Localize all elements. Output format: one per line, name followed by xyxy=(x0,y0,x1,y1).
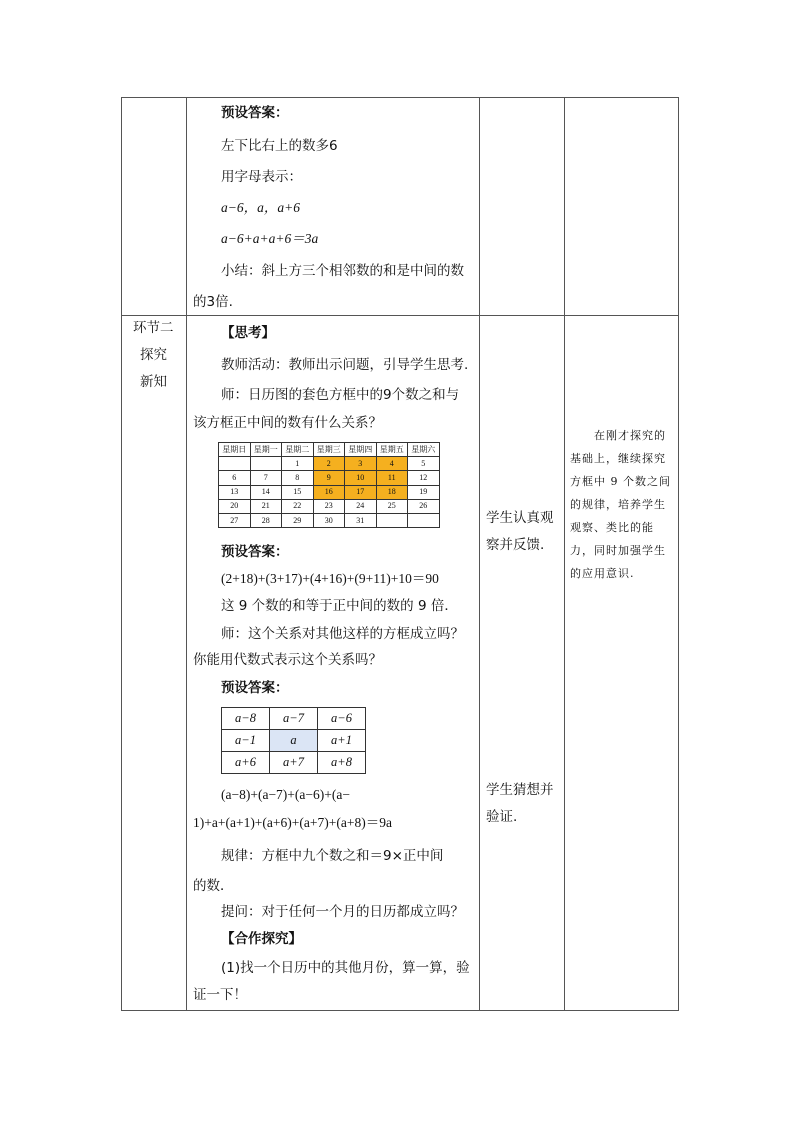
calendar-week-row xyxy=(219,499,440,513)
algebra-row xyxy=(222,752,366,774)
design-intent: 在刚才探究的基础上，继续探究方框中 9 个数之间的规律，培养学生观察、类比的能力，同时加强学生的应用意识. xyxy=(570,429,671,580)
calendar-day-highlighted: 16 xyxy=(313,485,345,499)
algebra-cell: a+1 xyxy=(318,730,366,752)
weekday-header: 星期二 xyxy=(282,443,314,457)
student-activity: 察并反馈. xyxy=(486,537,545,553)
section-label: 探究 xyxy=(140,347,167,363)
calendar-day: 25 xyxy=(376,499,408,513)
weekday-header: 星期五 xyxy=(376,443,408,457)
algebra-expression: (a−8)+(a−7)+(a−6)+(a− xyxy=(221,787,350,802)
calendar-day: 22 xyxy=(282,499,314,513)
rule-text: 规律：方框中九个数之和＝9×正中间 xyxy=(221,848,444,864)
answer-line: 左下比右上的数多6 xyxy=(221,138,338,154)
section-label: 环节二 xyxy=(133,320,174,336)
calendar-day: 21 xyxy=(250,499,282,513)
rule-text: 的数． xyxy=(193,878,234,894)
calendar-day-highlighted: 9 xyxy=(313,471,345,485)
calendar-day: 26 xyxy=(408,499,440,513)
algebra-cell: a−1 xyxy=(222,730,270,752)
algebra-cell: a+8 xyxy=(318,752,366,774)
weekday-header: 星期一 xyxy=(250,443,282,457)
column-divider xyxy=(479,98,480,1010)
algebra-row xyxy=(222,708,366,730)
calendar-week-row xyxy=(219,513,440,527)
calendar-header-row xyxy=(219,443,440,457)
calendar-week-row xyxy=(219,457,440,471)
algebra-cell: a+6 xyxy=(222,752,270,774)
calendar-day xyxy=(219,457,251,471)
sum-conclusion: 这 9 个数的和等于正中间的数的 9 倍． xyxy=(221,598,458,614)
teacher-question: 师：日历图的套色方框中的9个数之和与 xyxy=(221,387,460,403)
weekday-header: 星期日 xyxy=(219,443,251,457)
calendar-day: 23 xyxy=(313,499,345,513)
column-divider xyxy=(564,98,565,1010)
expression: a−6+a+a+6＝3a xyxy=(221,231,319,246)
preset-answer-label: 预设答案： xyxy=(221,544,289,560)
weekday-header: 星期四 xyxy=(345,443,377,457)
calendar-day: 1 xyxy=(282,457,314,471)
teacher-activity: 教师活动：教师出示问题，引导学生思考. xyxy=(221,357,469,373)
calendar-day-highlighted: 10 xyxy=(345,471,377,485)
calendar-day: 13 xyxy=(219,485,251,499)
preset-answer-label: 预设答案： xyxy=(221,680,289,696)
algebra-cell: a−6 xyxy=(318,708,366,730)
student-activity: 验证. xyxy=(486,809,518,825)
coop-task: 证一下！ xyxy=(193,987,247,1003)
calendar-day-highlighted: 4 xyxy=(376,457,408,471)
student-activity: 学生认真观 xyxy=(486,510,554,526)
calendar-day: 30 xyxy=(313,513,345,527)
calendar-day-highlighted: 3 xyxy=(345,457,377,471)
section-label: 新知 xyxy=(140,374,167,390)
question-text: 提问：对于任何一个月的日历都成立吗？ xyxy=(221,904,464,920)
row-divider xyxy=(122,315,678,316)
calendar-week-row xyxy=(219,485,440,499)
calendar-day xyxy=(376,513,408,527)
calendar-day-highlighted: 17 xyxy=(345,485,377,499)
sum-expression: (2+18)+(3+17)+(4+16)+(9+11)+10＝90 xyxy=(221,571,439,586)
teacher-question: 该方框正中间的数有什么关系？ xyxy=(193,415,382,431)
algebra-grid xyxy=(221,707,366,774)
teacher-question: 你能用代数式表示这个关系吗？ xyxy=(193,652,382,668)
calendar-day: 28 xyxy=(250,513,282,527)
weekday-header: 星期三 xyxy=(313,443,345,457)
calendar-day-highlighted: 11 xyxy=(376,471,408,485)
algebra-cell: a+7 xyxy=(270,752,318,774)
calendar-day: 14 xyxy=(250,485,282,499)
answer-line: 用字母表示： xyxy=(221,169,302,185)
calendar-table xyxy=(218,442,440,528)
algebra-row xyxy=(222,730,366,752)
calendar-day: 24 xyxy=(345,499,377,513)
calendar-day: 8 xyxy=(282,471,314,485)
calendar-day: 12 xyxy=(408,471,440,485)
algebra-expression: 1)+a+(a+1)+(a+6)+(a+7)+(a+8)＝9a xyxy=(193,815,392,830)
algebra-cell-center: a xyxy=(270,730,318,752)
coop-task: (1)找一个日历中的其他月份，算一算，验 xyxy=(221,960,470,976)
calendar-day: 31 xyxy=(345,513,377,527)
algebra-cell: a−7 xyxy=(270,708,318,730)
calendar-day xyxy=(250,457,282,471)
summary-text: 的3倍. xyxy=(193,294,233,310)
calendar-day: 27 xyxy=(219,513,251,527)
calendar-day: 6 xyxy=(219,471,251,485)
calendar-day: 20 xyxy=(219,499,251,513)
calendar-day: 15 xyxy=(282,485,314,499)
summary-text: 小结：斜上方三个相邻数的和是中间的数 xyxy=(221,263,464,279)
calendar-day: 5 xyxy=(408,457,440,471)
student-activity: 学生猜想并 xyxy=(486,782,554,798)
teacher-question: 师：这个关系对其他这样的方框成立吗？ xyxy=(221,626,464,642)
calendar-day: 19 xyxy=(408,485,440,499)
expression: a−6，a，a+6 xyxy=(221,200,300,215)
calendar-day xyxy=(408,513,440,527)
calendar-day-highlighted: 18 xyxy=(376,485,408,499)
calendar-day: 29 xyxy=(282,513,314,527)
weekday-header: 星期六 xyxy=(408,443,440,457)
algebra-cell: a−8 xyxy=(222,708,270,730)
calendar-week-row xyxy=(219,471,440,485)
coop-heading: 【合作探究】 xyxy=(221,931,302,947)
think-heading: 【思考】 xyxy=(221,325,275,341)
calendar-day-highlighted: 2 xyxy=(313,457,345,471)
calendar-day: 7 xyxy=(250,471,282,485)
preset-answer-label: 预设答案： xyxy=(221,105,289,121)
column-divider xyxy=(186,98,187,1010)
